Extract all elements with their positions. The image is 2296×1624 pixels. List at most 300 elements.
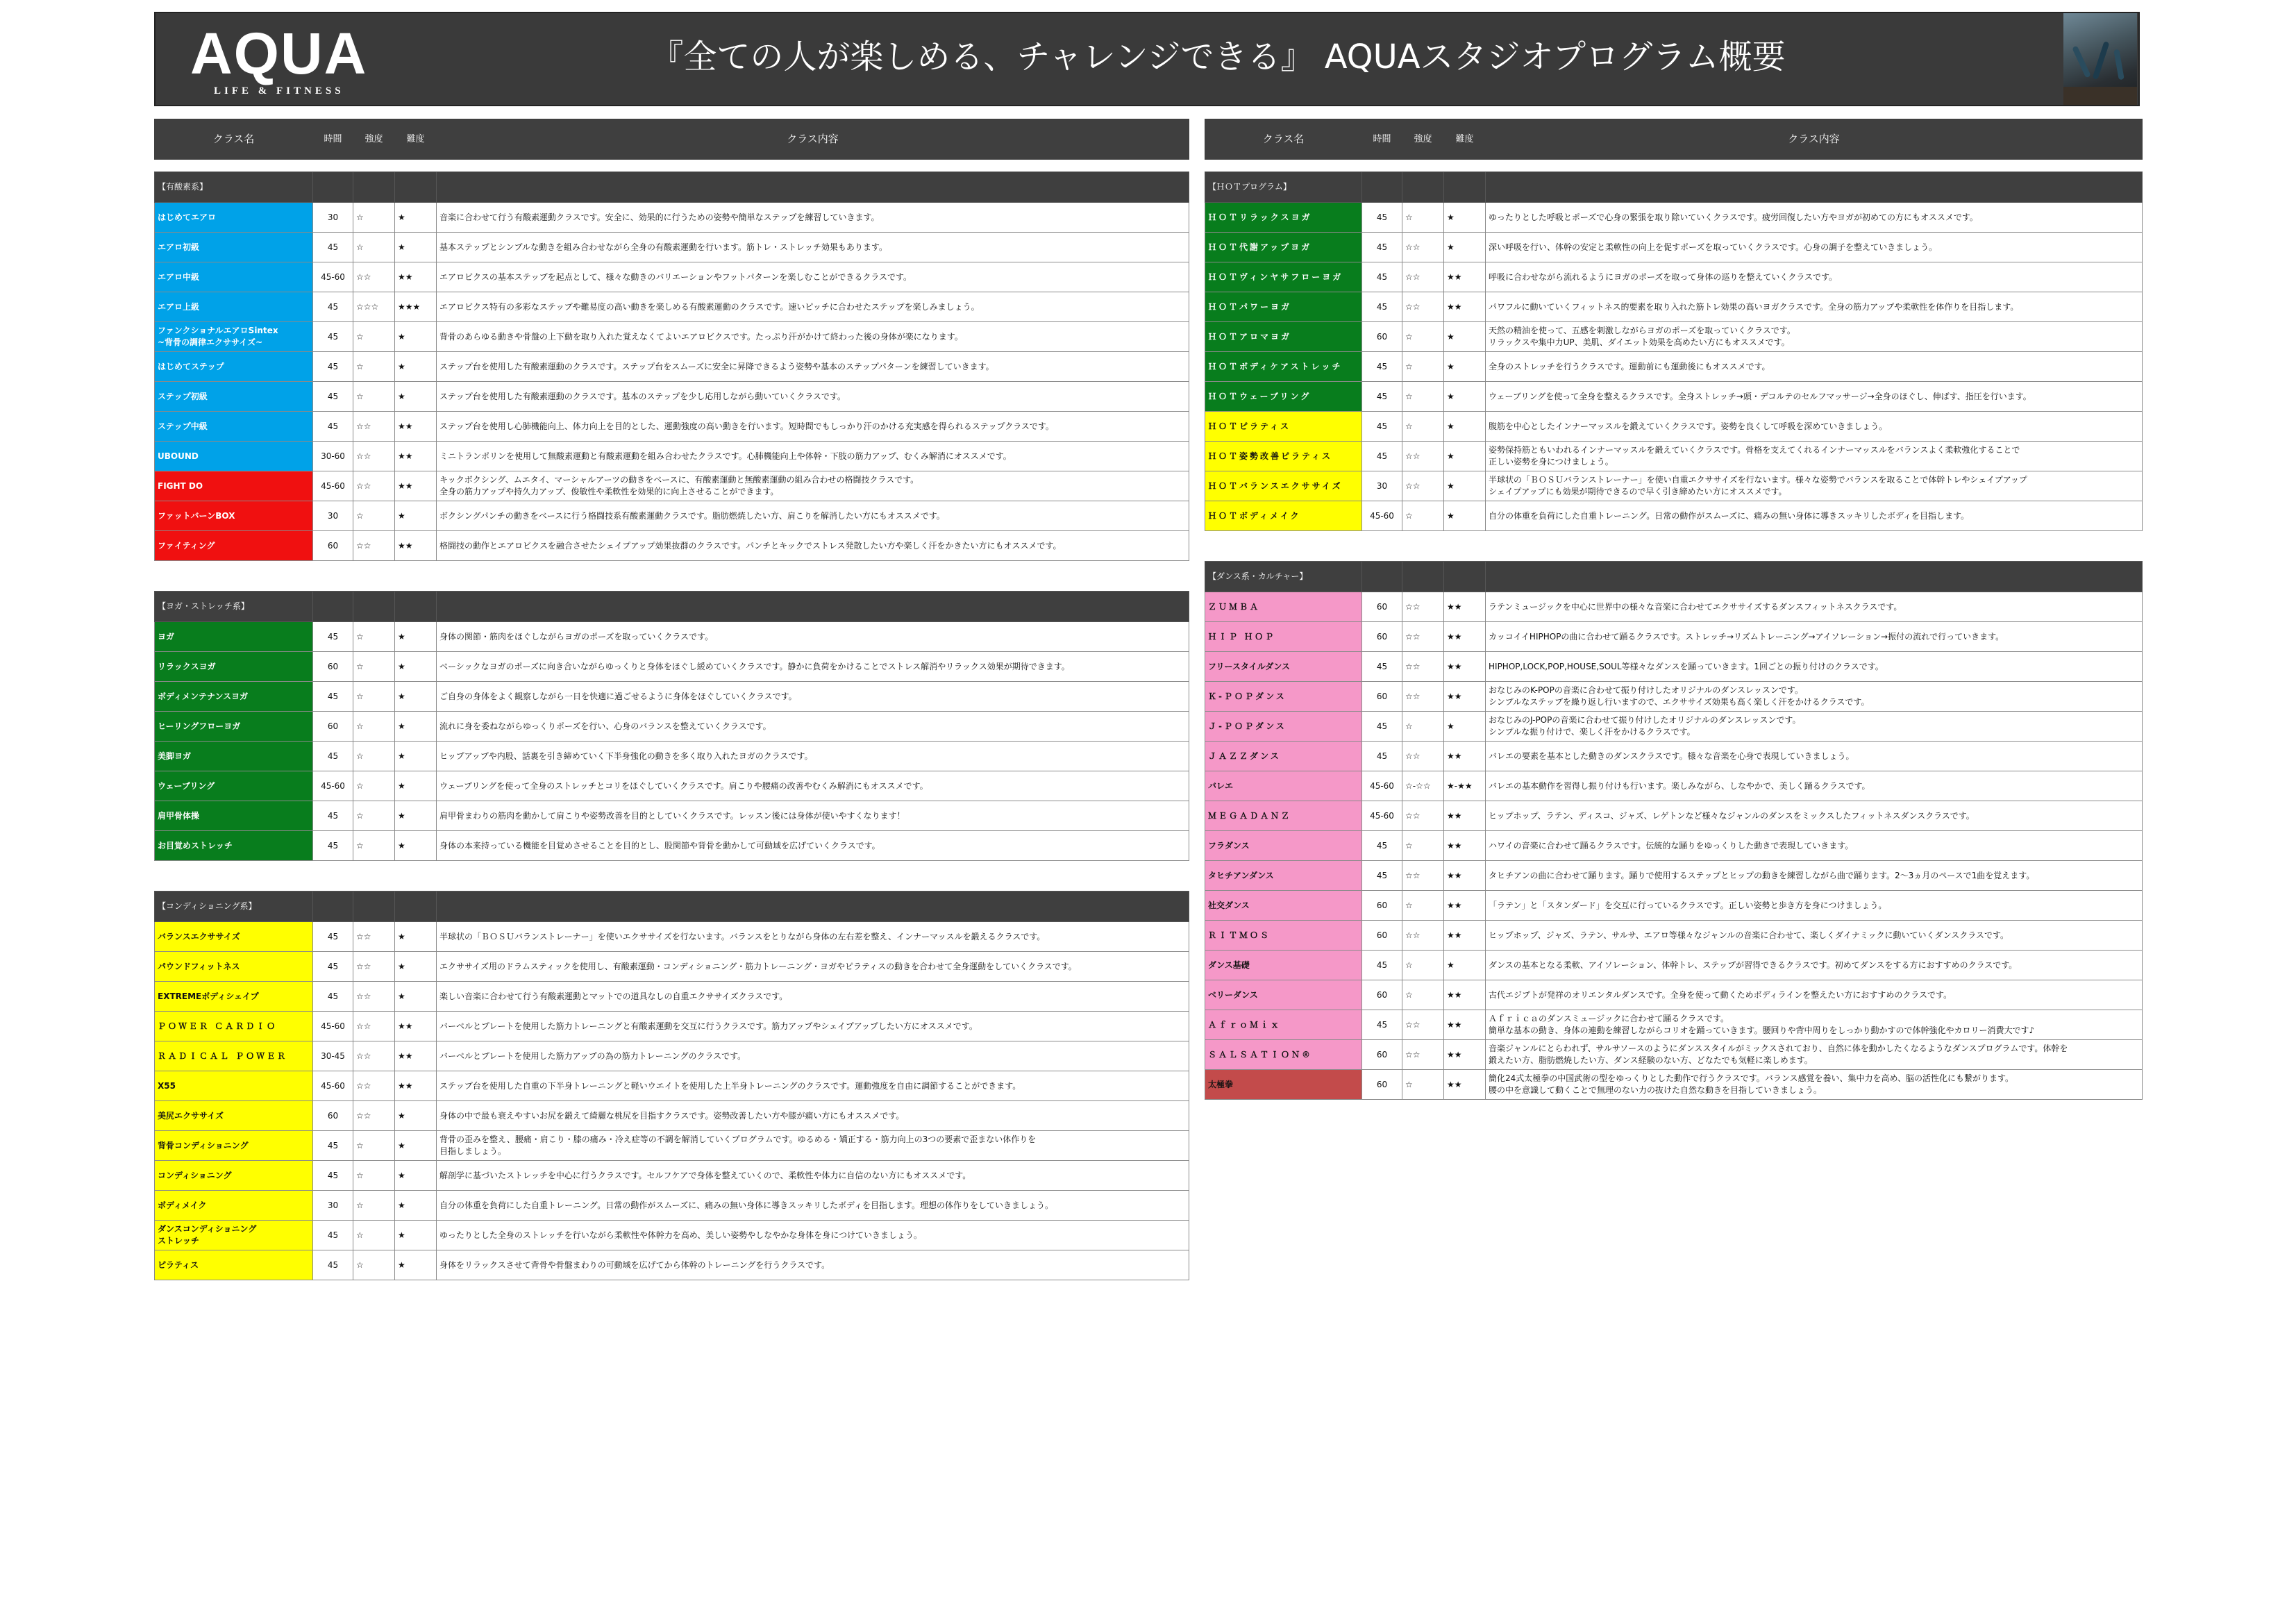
- section-header-cell: [313, 891, 353, 922]
- class-name: ＨＯＴバランスエクササイズ: [1205, 471, 1362, 501]
- class-time: 45: [313, 831, 353, 861]
- section-header-cell: [395, 891, 437, 922]
- class-name: ダンス基礎: [1205, 951, 1362, 980]
- table-row: [1205, 322, 2143, 352]
- class-description: バレエの要素を基本とした動きのダンスクラスです。様々な音楽を心身で表現していきましょう。: [1486, 742, 2143, 771]
- class-difficulty: ★★: [395, 1071, 437, 1101]
- class-name: タヒチアンダンス: [1205, 861, 1362, 891]
- class-name: Ｊ-ＰＯＰダンス: [1205, 712, 1362, 742]
- class-description: 半球状の「ＢＯＳＵバランストレーナー」を使い自重エクササイズを行ないます。様々な姿勢でバランスを取ることで体幹トレやシェイプアップ シェイプアップにも効果が期待できるので早く引き締めたい方にオススメです。: [1486, 471, 2143, 501]
- class-description: 深い呼吸を行い、体幹の安定と柔軟性の向上を促すポーズを取っていくクラスです。心身の調子を整えていきましょう。: [1486, 233, 2143, 262]
- class-description: ゆったりとした全身のストレッチを行いながら柔軟性や体幹力を高め、美しい姿勢やしなやかな身体を身につけていきましょう。: [437, 1221, 1189, 1250]
- class-difficulty: ★: [1444, 951, 1486, 980]
- table-row: [155, 1041, 1189, 1071]
- class-time: 60: [313, 1101, 353, 1131]
- class-time: 60: [313, 531, 353, 561]
- class-name: パウンドフィットネス: [155, 952, 313, 982]
- table-row: [1205, 861, 2143, 891]
- section-spacer: [1205, 160, 2143, 172]
- class-time: 60: [1362, 921, 1402, 951]
- class-intensity: ☆☆: [1402, 262, 1444, 292]
- table-row: [1205, 652, 2143, 682]
- class-time: 30: [313, 203, 353, 233]
- class-time: 60: [1362, 891, 1402, 921]
- section-title: 【ヨガ・ストレッチ系】: [155, 592, 313, 622]
- class-difficulty: ★: [395, 801, 437, 831]
- class-difficulty: ★★: [1444, 742, 1486, 771]
- class-description: 解剖学に基づいたストレッチを中心に行うクラスです。セルフケアで身体を整えていくので、柔軟性や体力に自信のない方にもオススメです。: [437, 1161, 1189, 1191]
- class-name: ボディメイク: [155, 1191, 313, 1221]
- table-row: [1205, 980, 2143, 1010]
- class-intensity: ☆: [1402, 891, 1444, 921]
- section-header-cell: [353, 592, 395, 622]
- class-time: 45: [313, 382, 353, 412]
- class-description: エクササイズ用のドラムスティックを使用し、有酸素運動・コンディショニング・筋力トレーニング・ヨガやピラティスの動きを合わせて全身運動をしていくクラスです。: [437, 952, 1189, 982]
- class-difficulty: ★★: [395, 531, 437, 561]
- class-difficulty: ★: [395, 1191, 437, 1221]
- class-time: 60: [1362, 980, 1402, 1010]
- class-description: 簡化24式太極拳の中国武術の型をゆっくりとした動作で行うクラスです。バランス感覚を養い、集中力を高め、脳の活性化にも繋がります。 腰の中を意識して動くことで無理のない力の抜けた自然な動きを目指していきましょう。: [1486, 1070, 2143, 1100]
- class-intensity: ☆: [353, 682, 395, 712]
- class-difficulty: ★: [395, 771, 437, 801]
- class-difficulty: ★: [395, 203, 437, 233]
- class-time: 45: [313, 682, 353, 712]
- table-row: [155, 922, 1189, 952]
- class-time: 60: [1362, 322, 1402, 352]
- class-description: ミニトランポリンを使用して無酸素運動と有酸素運動を組み合わせたクラスです。心肺機能向上や体幹・下肢の筋力アップ、むくみ解消にオススメです。: [437, 442, 1189, 471]
- class-description: ラテンミュージックを中心に世界中の様々な音楽に合わせてエクササイズするダンスフィットネスクラスです。: [1486, 592, 2143, 622]
- col-header-name: クラス名: [1205, 119, 1362, 160]
- class-description: バーベルとプレートを使用した筋力アップの為の筋力トレーニングのクラスです。: [437, 1041, 1189, 1071]
- class-difficulty: ★-★★: [1444, 771, 1486, 801]
- page-header: [154, 12, 2140, 106]
- class-name: ＲＡＤＩＣＡＬ ＰＯＷＥＲ: [155, 1041, 313, 1071]
- class-description: 自分の体重を負荷にした自重トレーニング。日常の動作がスムーズに、痛みの無い身体に導きスッキリしたボディを目指します。: [1486, 501, 2143, 531]
- class-name: ＨＯＴリラックスヨガ: [1205, 203, 1362, 233]
- class-intensity: ☆☆: [1402, 1040, 1444, 1070]
- class-description: 半球状の「ＢＯＳＵバランストレーナー」を使いエクササイズを行ないます。バランスをとりながら身体の左右差を整え、インナーマッスルを鍛えるクラスです。: [437, 922, 1189, 952]
- class-time: 45: [1362, 712, 1402, 742]
- left-program-table: [154, 119, 1189, 1280]
- class-description: エアロビクス特有の多彩なステップや難易度の高い動きを楽しめる有酸素運動のクラスです。速いピッチに合わせたステップを楽しみましょう。: [437, 292, 1189, 322]
- class-description: ヒップホップ、ジャズ、ラテン、サルサ、エアロ等様々なジャンルの音楽に合わせて、楽しくダイナミックに動いていくダンスクラスです。: [1486, 921, 2143, 951]
- class-difficulty: ★★: [1444, 1040, 1486, 1070]
- class-time: 45: [313, 322, 353, 352]
- table-row: [1205, 1040, 2143, 1070]
- class-name: 肩甲骨体操: [155, 801, 313, 831]
- class-name: エアロ初級: [155, 233, 313, 262]
- class-difficulty: ★: [395, 1131, 437, 1161]
- class-intensity: ☆☆: [353, 982, 395, 1012]
- class-name: ファットバーンBOX: [155, 501, 313, 531]
- class-name: ＺＵＭＢＡ: [1205, 592, 1362, 622]
- table-row: [155, 1221, 1189, 1250]
- class-intensity: ☆-☆☆: [1402, 771, 1444, 801]
- table-row: [1205, 412, 2143, 442]
- table-row: [155, 1071, 1189, 1101]
- class-time: 45-60: [313, 771, 353, 801]
- class-intensity: ☆☆: [353, 922, 395, 952]
- class-intensity: ☆☆: [1402, 742, 1444, 771]
- table-row: [155, 471, 1189, 501]
- class-difficulty: ★★: [1444, 1010, 1486, 1040]
- class-difficulty: ★: [1444, 352, 1486, 382]
- class-intensity: ☆: [353, 501, 395, 531]
- class-difficulty: ★★: [1444, 861, 1486, 891]
- class-name: UBOUND: [155, 442, 313, 471]
- class-description: バレエの基本動作を習得し振り付けも行います。楽しみながら、しなやかで、美しく踊るクラスです。: [1486, 771, 2143, 801]
- right-program-table: [1205, 119, 2143, 1100]
- class-intensity: ☆: [1402, 712, 1444, 742]
- class-description: 格闘技の動作とエアロビクスを融合させたシェイプアップ効果抜群のクラスです。パンチとキックでストレス発散したい方や楽しく汗をかきたい方にもオススメです。: [437, 531, 1189, 561]
- class-time: 45: [313, 622, 353, 652]
- section-header-cell: [1402, 172, 1444, 203]
- class-time: 30: [1362, 471, 1402, 501]
- class-time: 45: [1362, 412, 1402, 442]
- class-intensity: ☆: [1402, 412, 1444, 442]
- class-name: はじめてステップ: [155, 352, 313, 382]
- class-description: 身体の関節・筋肉をほぐしながらヨガのポーズを取っていくクラスです。: [437, 622, 1189, 652]
- table-row: [1205, 233, 2143, 262]
- class-intensity: ☆☆: [1402, 921, 1444, 951]
- class-name: ボディメンテナンスヨガ: [155, 682, 313, 712]
- section-header-cell: [437, 592, 1189, 622]
- class-intensity: ☆: [1402, 1070, 1444, 1100]
- class-difficulty: ★: [395, 322, 437, 352]
- section-header-hot: [1205, 172, 2143, 203]
- class-description: 天然の精油を使って、五感を刺激しながらヨガのポーズを取っていくクラスです。 リラックスや集中力UP、美肌、ダイエット効果を高めたい方にもオススメです。: [1486, 322, 2143, 352]
- class-intensity: ☆☆: [1402, 622, 1444, 652]
- class-intensity: ☆: [353, 382, 395, 412]
- class-difficulty: ★: [1444, 712, 1486, 742]
- class-intensity: ☆: [353, 652, 395, 682]
- class-intensity: ☆: [353, 742, 395, 771]
- class-description: ハワイの音楽に合わせて踊るクラスです。伝統的な踊りをゆっくりした動きで表現していきます。: [1486, 831, 2143, 861]
- class-description: ゆったりとした呼吸とポーズで心身の緊張を取り除いていくクラスです。疲労回復したい方やヨガが初めての方にもオススメです。: [1486, 203, 2143, 233]
- class-difficulty: ★★: [395, 442, 437, 471]
- class-name: ＨＩＰ ＨＯＰ: [1205, 622, 1362, 652]
- section-header-cell: [353, 172, 395, 203]
- class-name: ＲＩＴＭＯＳ: [1205, 921, 1362, 951]
- table-row: [155, 1012, 1189, 1041]
- class-name: ファンクショナルエアロSintex ~背骨の調律エクササイズ~: [155, 322, 313, 352]
- class-name: ウェーブリング: [155, 771, 313, 801]
- class-difficulty: ★★★: [395, 292, 437, 322]
- class-intensity: ☆☆☆: [353, 292, 395, 322]
- class-difficulty: ★★: [1444, 682, 1486, 712]
- spacer-cell: [155, 160, 1189, 172]
- class-difficulty: ★★: [1444, 292, 1486, 322]
- class-time: 45-60: [1362, 771, 1402, 801]
- class-description: 古代エジプトが発祥のオリエンタルダンスです。全身を使って動くためボディラインを整えたい方におすすめのクラスです。: [1486, 980, 2143, 1010]
- section-spacer: [155, 160, 1189, 172]
- table-row: [155, 682, 1189, 712]
- table-row: [1205, 951, 2143, 980]
- class-time: 45: [1362, 382, 1402, 412]
- column-header-row: [1205, 119, 2143, 160]
- class-intensity: ☆☆: [353, 1071, 395, 1101]
- class-description: 「ラテン」と「スタンダード」を交互に行っているクラスです。正しい姿勢と歩き方を身につけましょう。: [1486, 891, 2143, 921]
- class-name: 美尻エクササイズ: [155, 1101, 313, 1131]
- class-description: ステップ台を使用し心肺機能向上、体力向上を目的とした、運動強度の高い動きを行います。短時間でもしっかり汗のかける充実感を得られるステップクラスです。: [437, 412, 1189, 442]
- class-description: ご自身の身体をよく観察しながら一日を快適に過ごせるように身体をほぐしていくクラスです。: [437, 682, 1189, 712]
- class-difficulty: ★★: [395, 262, 437, 292]
- class-name: ヒーリングフローヨガ: [155, 712, 313, 742]
- class-intensity: ☆☆: [353, 1012, 395, 1041]
- table-row: [1205, 292, 2143, 322]
- class-name: ＳＡＬＳＡＴＩＯＮ®: [1205, 1040, 1362, 1070]
- class-intensity: ☆: [1402, 203, 1444, 233]
- spacer-cell: [1205, 160, 2143, 172]
- class-difficulty: ★: [395, 1221, 437, 1250]
- class-difficulty: ★: [395, 952, 437, 982]
- section-header-cell: [1444, 172, 1486, 203]
- class-intensity: ☆☆: [1402, 682, 1444, 712]
- class-name: X55: [155, 1071, 313, 1101]
- table-row: [1205, 352, 2143, 382]
- spacer-cell: [155, 561, 1189, 592]
- class-name: はじめてエアロ: [155, 203, 313, 233]
- class-time: 45: [1362, 203, 1402, 233]
- class-time: 45: [1362, 442, 1402, 471]
- class-name: Ｋ-ＰＯＰダンス: [1205, 682, 1362, 712]
- class-time: 45: [1362, 292, 1402, 322]
- class-description: 身体の中で最も衰えやすいお尻を鍛えて綺麗な桃尻を目指すクラスです。姿勢改善したい方や膝が痛い方にもオススメです。: [437, 1101, 1189, 1131]
- class-time: 45: [1362, 652, 1402, 682]
- class-description: 肩甲骨まわりの筋肉を動かして肩こりや姿勢改善を目的としていくクラスです。レッスン後には身体が使いやすくなります！: [437, 801, 1189, 831]
- class-description: 楽しい音楽に合わせて行う有酸素運動とマットでの道具なしの自重エクササイズクラスです。: [437, 982, 1189, 1012]
- class-intensity: ☆☆: [353, 262, 395, 292]
- class-time: 45: [313, 982, 353, 1012]
- class-intensity: ☆: [353, 831, 395, 861]
- table-row: [155, 203, 1189, 233]
- table-row: [155, 1101, 1189, 1131]
- class-time: 45: [313, 412, 353, 442]
- class-difficulty: ★: [395, 712, 437, 742]
- class-intensity: ☆☆: [353, 412, 395, 442]
- class-difficulty: ★: [1444, 442, 1486, 471]
- class-time: 30-60: [313, 442, 353, 471]
- table-row: [155, 352, 1189, 382]
- class-name: エアロ上級: [155, 292, 313, 322]
- class-name: バランスエクササイズ: [155, 922, 313, 952]
- class-time: 45: [1362, 352, 1402, 382]
- page-title: 『全ての人が楽しめる、チャレンジできる』 AQUAスタジオプログラム概要: [650, 37, 1786, 76]
- class-name: ファイティング: [155, 531, 313, 561]
- table-row: [155, 831, 1189, 861]
- class-name: リラックスヨガ: [155, 652, 313, 682]
- section-header-cell: [353, 891, 395, 922]
- class-time: 60: [313, 652, 353, 682]
- class-name: ＨＯＴヴィンヤサフローヨガ: [1205, 262, 1362, 292]
- table-row: [1205, 682, 2143, 712]
- class-name: ＰＯＷＥＲ ＣＡＲＤＩＯ: [155, 1012, 313, 1041]
- section-header-yoga: [155, 592, 1189, 622]
- class-intensity: ☆☆: [353, 471, 395, 501]
- class-difficulty: ★: [395, 1250, 437, 1280]
- section-header-cell: [1486, 562, 2143, 592]
- table-row: [155, 952, 1189, 982]
- class-time: 45-60: [313, 1012, 353, 1041]
- section-header-conditioning: [155, 891, 1189, 922]
- class-time: 45-60: [313, 262, 353, 292]
- class-difficulty: ★: [395, 352, 437, 382]
- class-description: 全身のストレッチを行うクラスです。運動前にも運動後にもオススメです。: [1486, 352, 2143, 382]
- class-time: 45: [1362, 951, 1402, 980]
- class-time: 45: [313, 1131, 353, 1161]
- table-row: [1205, 203, 2143, 233]
- class-intensity: ☆: [353, 1191, 395, 1221]
- table-row: [1205, 891, 2143, 921]
- section-header-cell: [1402, 562, 1444, 592]
- class-name: フラダンス: [1205, 831, 1362, 861]
- class-name: ＨＯＴ代謝アップヨガ: [1205, 233, 1362, 262]
- logo-tagline: LIFE & FITNESS: [214, 85, 344, 97]
- class-description: バーベルとプレートを使用した筋力トレーニングと有酸素運動を交互に行うクラスです。筋力アップやシェイプアップしたい方にオススメです。: [437, 1012, 1189, 1041]
- table-row: [155, 622, 1189, 652]
- class-description: Ａｆｒｉｃａのダンスミュージックに合わせて踊るクラスです。 簡単な基本の動き、身体の連動を練習しながらコリオを踊っていきます。腰回りや背中周りをしっかり動かすので体幹強化やカロリー消費大です♪: [1486, 1010, 2143, 1040]
- table-row: [1205, 801, 2143, 831]
- class-difficulty: ★: [395, 233, 437, 262]
- class-description: 基本ステップとシンプルな動きを組み合わせながら全身の有酸素運動を行います。筋トレ・ストレッチ効果もあります。: [437, 233, 1189, 262]
- table-row: [155, 382, 1189, 412]
- table-row: [155, 501, 1189, 531]
- section-spacer: [1205, 531, 2143, 562]
- class-intensity: ☆: [353, 771, 395, 801]
- table-row: [155, 292, 1189, 322]
- table-row: [1205, 262, 2143, 292]
- class-intensity: ☆☆: [353, 531, 395, 561]
- class-intensity: ☆☆: [1402, 652, 1444, 682]
- class-description: 背骨の歪みを整え、腰痛・肩こり・膝の痛み・冷え症等の不調を解消していくプログラムです。ゆるめる・矯正する・筋力向上の3つの要素で歪まない体作りを 目指しましょう。: [437, 1131, 1189, 1161]
- class-time: 45: [313, 922, 353, 952]
- class-intensity: ☆☆: [1402, 861, 1444, 891]
- class-time: 45: [1362, 861, 1402, 891]
- class-time: 45-60: [313, 1071, 353, 1101]
- class-name: ピラティス: [155, 1250, 313, 1280]
- class-time: 60: [1362, 592, 1402, 622]
- class-time: 45: [313, 1221, 353, 1250]
- class-name: ＨＯＴウェーブリング: [1205, 382, 1362, 412]
- col-header-difficulty: 難度: [395, 119, 437, 160]
- class-intensity: ☆: [1402, 352, 1444, 382]
- table-row: [155, 982, 1189, 1012]
- class-difficulty: ★: [1444, 203, 1486, 233]
- class-intensity: ☆: [353, 1221, 395, 1250]
- section-header-cell: [395, 592, 437, 622]
- section-spacer: [155, 861, 1189, 891]
- class-time: 45-60: [1362, 801, 1402, 831]
- class-difficulty: ★★: [1444, 262, 1486, 292]
- class-difficulty: ★: [395, 922, 437, 952]
- table-row: [155, 322, 1189, 352]
- table-row: [1205, 622, 2143, 652]
- class-name: 社交ダンス: [1205, 891, 1362, 921]
- section-header-cell: [1486, 172, 2143, 203]
- class-difficulty: ★★: [1444, 592, 1486, 622]
- class-intensity: ☆: [1402, 951, 1444, 980]
- class-description: 身体の本来持っている機能を目覚めさせることを目的とし、股関節や背骨を動かして可動域を広げていくクラスです。: [437, 831, 1189, 861]
- class-name: ＨＯＴ姿勢改善ピラティス: [1205, 442, 1362, 471]
- class-name: 背骨コンディショニング: [155, 1131, 313, 1161]
- class-time: 30-45: [313, 1041, 353, 1071]
- class-time: 30: [313, 501, 353, 531]
- class-description: HIPHOP,LOCK,POP,HOUSE,SOUL等様々なダンスを踊っていきます。1回ごとの振り付けのクラスです。: [1486, 652, 2143, 682]
- class-description: ダンスの基本となる柔軟、アイソレーション、体幹トレ、ステップが習得できるクラスです。初めてダンスをする方におすすめのクラスです。: [1486, 951, 2143, 980]
- class-intensity: ☆☆: [1402, 471, 1444, 501]
- class-difficulty: ★: [1444, 322, 1486, 352]
- class-description: 腹筋を中心としたインナーマッスルを鍛えていくクラスです。姿勢を良くして呼吸を深めていきましょう。: [1486, 412, 2143, 442]
- section-title: 【ＨＯＴプログラム】: [1205, 172, 1362, 203]
- class-time: 45: [313, 742, 353, 771]
- class-time: 45: [313, 1250, 353, 1280]
- class-intensity: ☆☆: [353, 1101, 395, 1131]
- class-description: ヒップアップや内股、話裏を引き締めていく下半身強化の動きを多く取り入れたヨガのクラスです。: [437, 742, 1189, 771]
- class-intensity: ☆: [353, 352, 395, 382]
- studio-photo: [2063, 13, 2137, 105]
- class-time: 45: [1362, 1010, 1402, 1040]
- table-row: [155, 771, 1189, 801]
- class-time: 45: [313, 352, 353, 382]
- class-time: 45: [313, 292, 353, 322]
- class-description: ウェーブリングを使って全身のストレッチとコリをほぐしていくクラスです。肩こりや腰痛の改善やむくみ解消にもオススメです。: [437, 771, 1189, 801]
- class-time: 60: [1362, 1040, 1402, 1070]
- class-description: ヒップホップ、ラテン、ディスコ、ジャズ、レゲトンなど様々なジャンルのダンスをミックスしたフィットネスダンスクラスです。: [1486, 801, 2143, 831]
- section-header-aerobic: [155, 172, 1189, 203]
- table-row: [155, 652, 1189, 682]
- table-row: [155, 233, 1189, 262]
- class-intensity: ☆: [353, 322, 395, 352]
- table-row: [155, 442, 1189, 471]
- class-intensity: ☆: [1402, 322, 1444, 352]
- class-difficulty: ★★: [1444, 652, 1486, 682]
- class-description: キックボクシング、ムエタイ、マーシャルアーツの動きをベースに、有酸素運動と無酸素運動の組み合わせの格闘技クラスです。 全身の筋力アップや持久力アップ、俊敏性や柔軟性を効果的に向上させることができます。: [437, 471, 1189, 501]
- class-intensity: ☆: [353, 203, 395, 233]
- table-row: [1205, 592, 2143, 622]
- class-name: ＨＯＴピラティス: [1205, 412, 1362, 442]
- class-description: カッコイイHIPHOPの曲に合わせて踊るクラスです。ストレッチ→リズムトレーニング→アイソレーション→振付の流れで行っていきます。: [1486, 622, 2143, 652]
- class-intensity: ☆☆: [1402, 592, 1444, 622]
- class-difficulty: ★: [395, 382, 437, 412]
- class-description: おなじみのJ-POPの音楽に合わせて振り付けしたオリジナルのダンスレッスンです。 シンプルな振り付けで、楽しく汗をかけるクラスです。: [1486, 712, 2143, 742]
- class-difficulty: ★★: [395, 471, 437, 501]
- class-time: 45: [1362, 742, 1402, 771]
- class-difficulty: ★: [395, 501, 437, 531]
- section-header-cell: [437, 891, 1189, 922]
- class-name: バレエ: [1205, 771, 1362, 801]
- col-header-time: 時間: [313, 119, 353, 160]
- class-time: 45: [1362, 262, 1402, 292]
- class-difficulty: ★★: [395, 412, 437, 442]
- class-time: 45: [313, 233, 353, 262]
- class-name: エアロ中級: [155, 262, 313, 292]
- class-intensity: ☆: [1402, 382, 1444, 412]
- section-header-cell: [313, 592, 353, 622]
- class-difficulty: ★★: [395, 1012, 437, 1041]
- table-row: [155, 1191, 1189, 1221]
- table-row: [1205, 1010, 2143, 1040]
- section-header-cell: [313, 172, 353, 203]
- table-row: [1205, 442, 2143, 471]
- class-name: ヨガ: [155, 622, 313, 652]
- section-header-cell: [1362, 172, 1402, 203]
- class-difficulty: ★★: [1444, 980, 1486, 1010]
- class-time: 30: [313, 1191, 353, 1221]
- table-row: [155, 531, 1189, 561]
- table-row: [155, 1131, 1189, 1161]
- class-time: 45: [313, 801, 353, 831]
- class-description: ウェーブリングを使って全身を整えるクラスです。全身ストレッチ→頭・デコルテのセルフマッサージ→全身のほぐし、伸ばす、指圧を行います。: [1486, 382, 2143, 412]
